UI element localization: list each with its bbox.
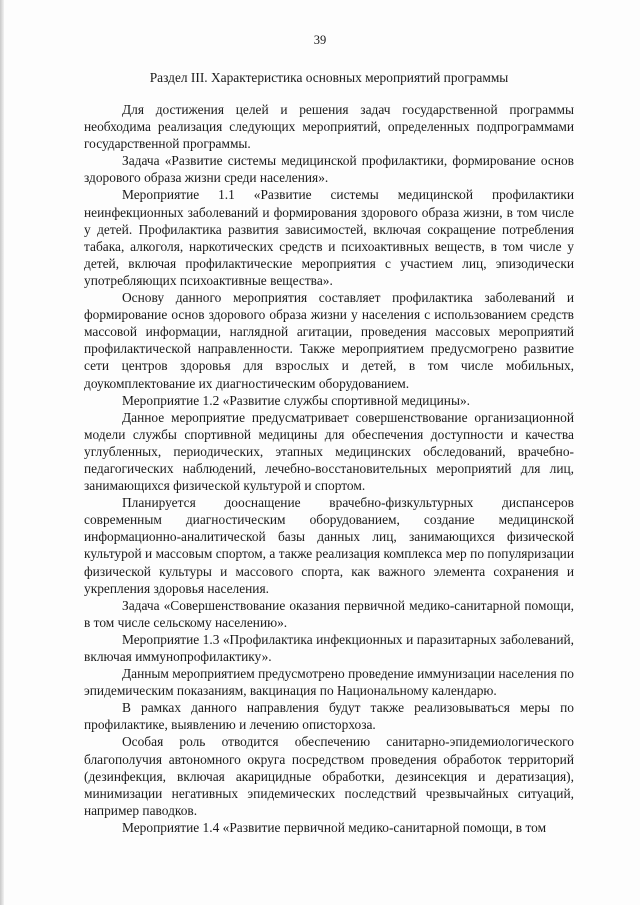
paragraph: Мероприятие 1.1 «Развитие системы медицинской профилактики неинфекционных заболеваний и формирования здорового образа жизни, в том числе у детей. Профилактика развития зависимостей, включая сокращение потребления табака, алкоголя, наркотических средств и психоактивных веществ, в том числе у детей, включая профилактические мероприятия с участием лиц, эпизодически употребляющих психоактивные вещества». (84, 187, 574, 288)
paragraph: Задача «Совершенствование оказания первичной медико-санитарной помощи, в том числе сельскому населению». (84, 597, 574, 630)
page-number: 39 (313, 33, 327, 47)
paragraph: Мероприятие 1.3 «Профилактика инфекционных и паразитарных заболеваний, включая иммунопрофилактику». (84, 631, 574, 664)
paragraph: В рамках данного направления будут также реализовываться меры по профилактике, выявлению и лечению описторхоза. (84, 700, 574, 733)
scan-edge (0, 0, 4, 905)
paragraph: Мероприятие 1.2 «Развитие службы спортивной медицины». (122, 392, 470, 408)
paragraph: Для достижения целей и решения задач государственной программы необходима реализация следующих мероприятий, определенных подпрограммами государственной программы. (84, 102, 574, 152)
paragraph: Данным мероприятием предусмотрено проведение иммунизации населения по эпидемическим показаниям, вакцинация по Национальному календарю. (84, 666, 574, 699)
body-text (84, 101, 574, 836)
paragraph: Данное мероприятие предусматривает совершенствование организационной модели службы спортивной медицины для обеспечения доступности и качества углубленных, периодических, этапных медицинских обследований, врачебно-педагогических наблюдений, лечебно-восстановительных мероприятий для лиц, занимающихся физической культурой и спортом. (84, 409, 574, 494)
paragraph: Основу данного мероприятия составляет профилактика заболеваний и формирование основ здорового образа жизни у населения с использованием средств массовой информации, наглядной агитации, проведения массовых мероприятий профилактической направленности. Также мероприятием предусмогрено развитие сети центров здоровья для взрослых и детей, в том числе мобильных, доукомплектование их диагностическим оборудованием. (84, 290, 574, 391)
section-title: Раздел III. Характеристика основных мероприятий программы (149, 70, 509, 85)
paragraph: Особая роль отводится обеспечению санитарно-эпидемиологического благополучия автономного округа посредством проведения обработок территорий (дезинфекция, включая акарицидные обработки, дезинсекция и дератизация), минимизации негативных эпидемических последствий чрезвычайных ситуаций, например паводков. (84, 734, 574, 818)
paragraph: Мероприятие 1.4 «Развитие первичной медико-санитарной помощи, в том (122, 819, 547, 835)
paragraph: Планируется дооснащение врачебно-физкультурных диспансеров современным диагностическим оборудованием, создание медицинской информационно-аналитической базы данных лиц, занимающихся физической культурой и массовым спортом, а также реализация комплекса мер по популяризации физической культуры и массового спорта, как важного элемента сохранения и укрепления здоровья населения. (84, 495, 574, 596)
paragraph: Задача «Развитие системы медицинской профилактики, формирование основ здорового образа жизни среди населения». (84, 153, 574, 186)
